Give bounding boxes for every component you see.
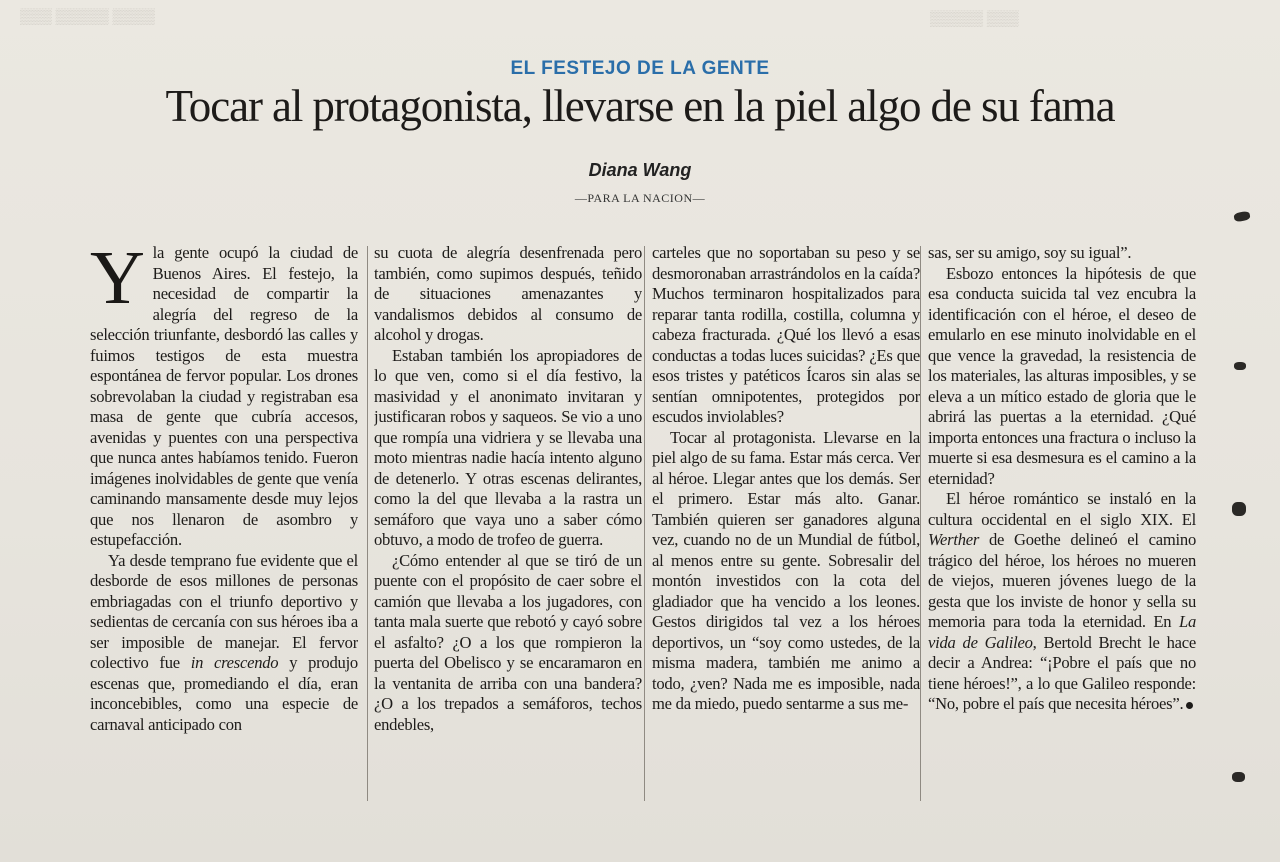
article-column-3 [652, 243, 920, 803]
article-headline: Tocar al protagonista, llevarse en la piel algo de su fama [165, 81, 1115, 131]
article-column-4 [928, 243, 1196, 803]
paragraph-text: de Goethe delineó el camino trágico del héroe, los héroes no mueren de viejos, mueren jóvenes luego de la gesta que los inviste de honor y sella su memoria para toda la eternidad. En [928, 530, 1196, 631]
paragraph: Estaban también los apropiadores de lo que ven, como si el día festivo, la masividad y el anonimato invitaran y justificaran robos y saqueos. Se vio a uno que rompía una vidriera y se llevaba una moto mientras nadie hacía intento alguno de detenerlo. Y otras escenas delirantes, como la del que llevaba a la rastra un semáforo que vaya uno a saber cómo obtuvo, a modo de trofeo de guerra. [374, 345, 642, 549]
end-of-article-icon [1186, 702, 1193, 709]
paragraph: ¿Cómo entender al que se tiró de un puente con el propósito de caer sobre el camión que llevaba a los jugadores, con tanta mala suerte que rebotó y cayó sobre el asfalto? ¿O a los que rompieron la puerta del Obelisco y se encaramaron en la ventanita de arriba con una bandera? ¿O a los trepados a semáforos, techos endebles, [374, 550, 642, 734]
show-through-left: ▒▒▒ ▒▒▒▒▒ ▒▒▒▒ [20, 9, 156, 25]
show-through-right: ▒▒▒▒▒ ▒▒▒ [930, 11, 1019, 27]
paper-speck [1233, 211, 1250, 223]
paragraph: sas, ser su amigo, soy su igual”. [928, 243, 1132, 262]
article-kicker: EL FESTEJO DE LA GENTE [510, 58, 770, 79]
paragraph-text: , Bertold Brecht le hace decir a Andrea: “¡Pobre el país que no tiene héroes!”, a lo que Galileo responde: “No, pobre el país que necesita héroes”. [928, 632, 1196, 713]
paragraph [90, 243, 358, 551]
article-column-2 [374, 243, 642, 803]
paragraph-emphasis: in crescendo [190, 653, 279, 672]
column-rule-1 [367, 246, 368, 801]
paper-speck [1234, 362, 1246, 370]
paragraph [90, 551, 358, 736]
paragraph: Esbozo entonces la hipótesis de que esa conducta suicida tal vez encubra la identificación con el héroe, el deseo de emularlo en ese minuto inolvidable en el que vence la gravedad, la resistencia de los materiales, las alturas imposibles, y se eleva a un mítico estado de gloria que le abrirá las puertas a la eternidad. ¿Qué importa entonces una fractura o incluso la muerte si esa desmesura es el camino a la eternidad? [928, 263, 1196, 488]
drop-cap: Y [90, 243, 145, 320]
paragraph-text: Ya desde temprano fue evidente que el desborde de esos millones de personas embriagadas con el triunfo deportivo y sedientas de cercanía con sus héroes iba a ser imposible de manejar. El fervor colectivo fue [90, 550, 358, 672]
paragraph-text: y produjo escenas que, promediando el día, eran inconcebibles, como una especie de carnaval anticipado con [90, 653, 358, 734]
column-rule-2 [644, 246, 645, 801]
paragraph-emphasis: La vida de Galileo [928, 612, 1196, 652]
paper-speck [1232, 772, 1245, 782]
paragraph: su cuota de alegría desenfrenada pero también, como supimos después, teñido de situaciones amenazantes y vandalismos debidos al consumo de alcohol y drogas. [374, 243, 642, 344]
article-author: Diana Wang [588, 160, 692, 180]
column-rule-3 [920, 246, 921, 801]
paragraph-emphasis: Werther [928, 530, 980, 549]
paragraph: Tocar al protagonista. Llevarse en la piel algo de su fama. Estar más cerca. Ver al héroe. Llegar antes que los demás. Ser el primero. Estar más alto. Ganar. También quieren ser ganadores alguna vez, cuando no de un Mundial de fútbol, al menos entre su gente. Sobresalir del montón investidos con la cota del gladiador que ha vencido a los leones. Gestos dirigidos tal vez a los héroes deportivos, un “soy como ustedes, de la misma madera, también me animo a todo, ¿ven? Nada me es imposible, nada me da miedo, puedo sentarme a sus me- [652, 427, 920, 713]
paragraph-text: la gente ocupó la ciudad de Buenos Aires. El festejo, la necesidad de compartir la alegría del regreso de la selección triunfante, desbordó las calles y fuimos testigos de esta muestra espontánea de fervor popular. Los drones sobrevolaban la ciudad y registraban esa masa de gente que cubría accesos, avenidas y puentes con una perspectiva que nunca antes habíamos tenido. Fueron imágenes inolvidables de gente que venía caminando mansamente desde muy lejos que nos llenaron de asombro y estupefacción. [90, 243, 358, 549]
paragraph-text: El héroe romántico se instaló en la cultura occidental en el siglo XIX. El [928, 489, 1196, 529]
article-column-1 [90, 243, 358, 803]
article-source: —PARA LA NACION— [574, 191, 706, 205]
paragraph: carteles que no soportaban su peso y se desmoronaban arrastrándolos en la caída? Muchos terminaron hospitalizados para reparar tanta rodilla, costilla, columna y cabeza fracturada. ¿Qué los llevó a esas conductas a todas luces suicidas? ¿Es que esos tristes y patéticos Ícaros sin alas se sentían omnipotentes, protegidos por escudos inviolables? [652, 243, 920, 426]
paragraph [928, 489, 1196, 715]
paper-speck [1232, 502, 1246, 516]
